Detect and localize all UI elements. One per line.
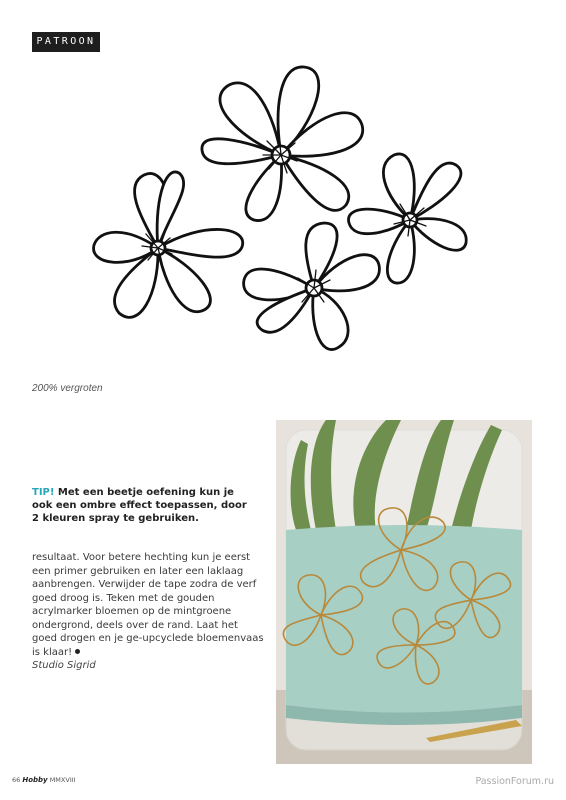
flower-pattern-drawing	[84, 55, 484, 375]
page-footer	[12, 776, 76, 784]
pattern-flower-left	[94, 172, 243, 317]
page-number: 66	[12, 776, 21, 784]
pattern-caption: 200% vergroten	[32, 383, 103, 394]
source-watermark: PassionForum.ru	[475, 776, 554, 787]
tip-box	[32, 486, 257, 525]
article-signature: Studio Sigrid	[32, 660, 96, 671]
vase-photo	[276, 420, 532, 764]
article-body	[32, 551, 264, 659]
end-mark-icon	[75, 649, 80, 654]
section-tag: PATROON	[32, 32, 100, 52]
pattern-flower-top	[202, 67, 363, 221]
tip-text: Met een beetje oefening kun je ook een ombre effect toepassen, door 2 kleuren spray te gebruiken.	[32, 487, 247, 524]
tip-label: TIP!	[32, 487, 55, 498]
magazine-brand: Hobby	[22, 776, 48, 784]
article-paragraph: resultaat. Voor betere hechting kun je eerst een primer gebruiken en later een laklaag aanbrengen. Verwijder de tape zodra de verf goed droog is. Teken met de gouden acrylmarker bloemen op de mintgroene ondergrond, deels over de rand. Laat het goed drogen en je ge-upcyclede bloemenvaas is klaar!	[32, 552, 264, 658]
issue-label: MMXVIII	[49, 776, 76, 784]
